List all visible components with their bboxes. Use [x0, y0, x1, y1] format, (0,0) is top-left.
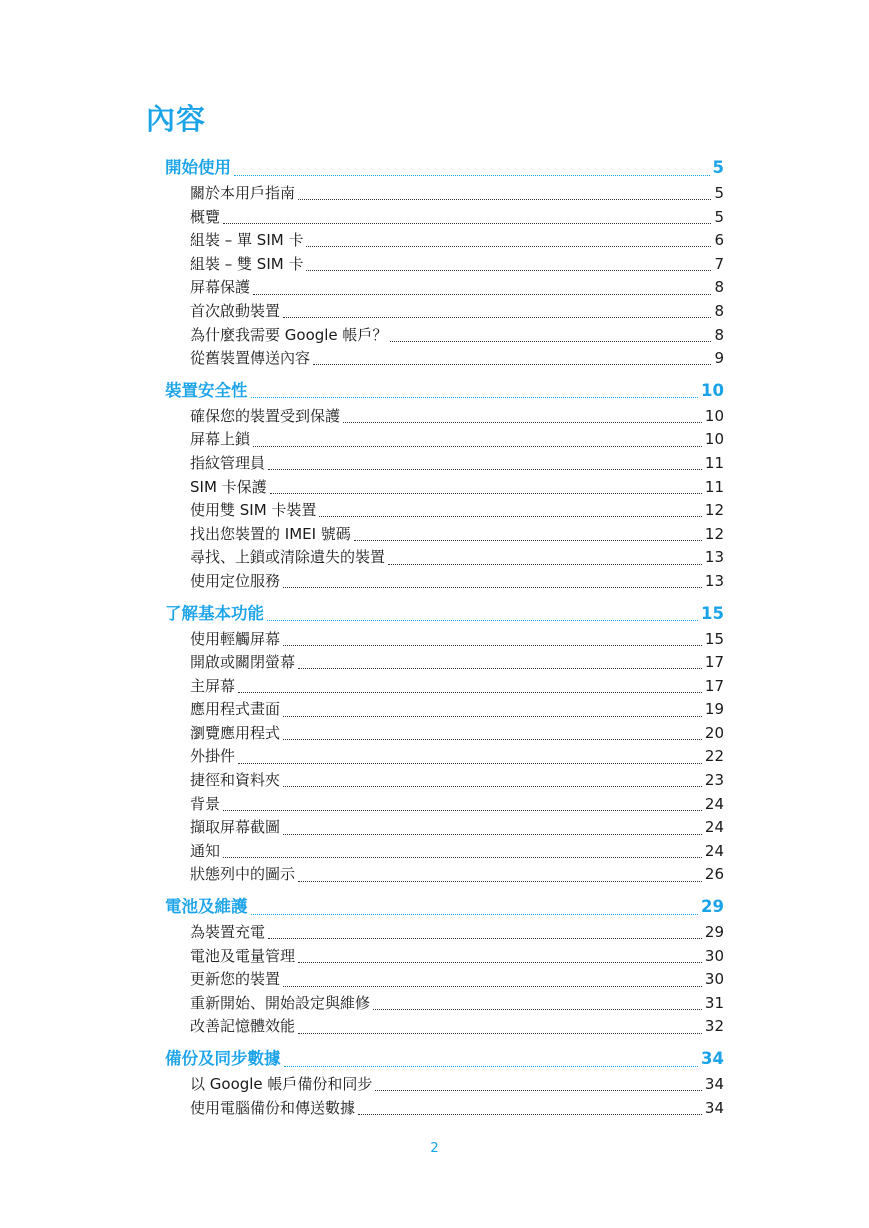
toc-entry-label: 背景 — [190, 794, 221, 813]
toc-entry-label: 改善記憶體效能 — [190, 1017, 296, 1036]
page-number: 2 — [430, 1141, 439, 1156]
dot-leader — [283, 739, 702, 740]
toc-entry[interactable] — [165, 182, 724, 206]
toc-entry-label: 以 Google 帳戶備份和同步 — [190, 1075, 373, 1093]
toc-entry[interactable] — [165, 945, 724, 969]
toc-entry[interactable] — [165, 324, 724, 348]
toc-entry-page-number: 10 — [704, 406, 724, 425]
toc-entry-label: 應用程式畫面 — [190, 700, 281, 719]
dot-leader — [319, 516, 701, 517]
toc-entry[interactable] — [165, 253, 724, 277]
toc-section-heading-page-number: 10 — [701, 380, 724, 400]
toc-entry-label: 外掛件 — [190, 747, 236, 766]
toc-section-heading-page-number: 5 — [712, 158, 724, 177]
dot-leader — [223, 810, 702, 811]
toc-entry[interactable] — [165, 628, 724, 652]
toc-entry-label: 為裝置充電 — [190, 923, 266, 942]
toc-entry[interactable] — [165, 745, 724, 769]
toc-entry-label: 狀態列中的圖示 — [190, 865, 296, 884]
toc-entry-page-number: 23 — [704, 771, 724, 790]
toc-entry-page-number: 30 — [704, 946, 724, 965]
dot-leader — [268, 938, 702, 939]
dot-leader — [298, 668, 702, 669]
toc-entry[interactable] — [165, 992, 724, 1016]
toc-entry-page-number: 12 — [704, 501, 724, 520]
dot-leader — [298, 199, 711, 200]
toc-entry-page-number: 8 — [714, 278, 724, 297]
dot-leader — [270, 493, 702, 494]
dot-leader — [375, 1090, 701, 1091]
dot-leader — [283, 317, 711, 318]
toc-section — [165, 600, 724, 888]
toc-section-heading-page-number: 34 — [701, 1049, 724, 1068]
dot-leader — [251, 397, 699, 398]
dot-leader — [298, 1033, 702, 1034]
dot-leader — [238, 763, 702, 764]
toc-section — [165, 893, 724, 1039]
toc-section — [165, 1045, 724, 1120]
toc-section-heading[interactable] — [165, 600, 724, 628]
toc-entry[interactable] — [165, 651, 724, 675]
toc-entry-label: SIM 卡保護 — [190, 477, 267, 496]
dot-leader — [343, 422, 702, 423]
dot-leader — [354, 540, 702, 541]
dot-leader — [268, 469, 702, 470]
toc-entry-label: 開啟或關閉螢幕 — [190, 653, 296, 672]
toc-entry-page-number: 15 — [704, 629, 724, 648]
dot-leader — [267, 620, 698, 621]
dot-leader — [223, 223, 711, 224]
toc-entry[interactable] — [165, 698, 724, 722]
toc-section-heading[interactable] — [165, 377, 724, 405]
toc-entry-page-number: 22 — [704, 747, 724, 766]
toc-entry-label: 擷取屏幕截圖 — [190, 818, 281, 837]
toc-entry-page-number: 13 — [704, 548, 724, 567]
toc-entry[interactable] — [165, 1015, 724, 1039]
toc-entry-page-number: 24 — [704, 818, 724, 837]
dot-leader — [223, 857, 702, 858]
toc-entry-label: 使用電腦備份和傳送數據 — [190, 1098, 356, 1117]
toc-entry-label: 使用輕觸屏幕 — [190, 629, 281, 648]
toc-entry[interactable] — [165, 863, 724, 887]
toc-entry[interactable] — [165, 769, 724, 793]
toc-entry[interactable] — [165, 1097, 724, 1121]
dot-leader — [306, 246, 711, 247]
toc-entry-label: 屏幕上鎖 — [190, 430, 251, 449]
toc-section-heading[interactable] — [165, 893, 724, 921]
toc-entry-label: 概覽 — [190, 207, 221, 226]
dot-leader — [373, 1009, 702, 1010]
toc-entry-label: 電池及電量管理 — [190, 946, 296, 965]
dot-leader — [298, 881, 702, 882]
dot-leader — [234, 175, 710, 176]
toc-entry[interactable] — [165, 206, 724, 230]
toc-entry[interactable] — [165, 405, 724, 429]
toc-entry-label: 捷徑和資料夾 — [190, 771, 281, 790]
toc-entry-page-number: 31 — [704, 993, 724, 1012]
toc-entry-label: 尋找、上鎖或清除遺失的裝置 — [190, 548, 386, 567]
toc-entry-page-number: 12 — [704, 524, 724, 543]
dot-leader — [283, 716, 702, 717]
toc-section — [165, 154, 724, 371]
toc-entry-page-number: 20 — [704, 723, 724, 742]
toc-entry-page-number: 8 — [714, 325, 724, 344]
toc-entry[interactable] — [165, 840, 724, 864]
toc-entry-page-number: 24 — [704, 794, 724, 813]
toc-entry[interactable] — [165, 276, 724, 300]
toc-entry-label: 屏幕保護 — [190, 278, 251, 297]
dot-leader — [390, 341, 711, 342]
toc-entry[interactable] — [165, 347, 724, 371]
dot-leader — [253, 446, 702, 447]
toc-entry[interactable] — [165, 476, 724, 500]
toc-entry-label: 確保您的裝置受到保護 — [190, 406, 341, 425]
toc-section-heading-label: 裝置安全性 — [165, 380, 248, 400]
toc-entry-page-number: 34 — [704, 1098, 724, 1117]
toc-entry[interactable] — [165, 300, 724, 324]
toc-entry-page-number: 7 — [714, 254, 724, 273]
toc-entry-label: 重新開始、開始設定與維修 — [190, 993, 371, 1012]
toc-entry-page-number: 10 — [704, 430, 724, 449]
dot-leader — [284, 1066, 699, 1067]
toc-entry[interactable] — [165, 793, 724, 817]
toc-entry-page-number: 6 — [714, 231, 724, 250]
toc-entry[interactable] — [165, 1073, 724, 1097]
dot-leader — [283, 834, 702, 835]
toc-entry-label: 組裝 – 單 SIM 卡 — [190, 231, 304, 250]
toc-entry-page-number: 5 — [714, 184, 724, 202]
toc-entry-page-number: 34 — [704, 1075, 724, 1093]
page-title: 內容 — [146, 102, 207, 137]
toc-entry[interactable] — [165, 722, 724, 746]
toc-entry-page-number: 24 — [704, 841, 724, 860]
toc-entry[interactable] — [165, 546, 724, 570]
toc-entry-page-number: 11 — [704, 477, 724, 496]
toc-entry-page-number: 11 — [704, 453, 724, 472]
toc-section-heading-label: 電池及維護 — [165, 897, 248, 917]
toc-entry-page-number: 13 — [704, 571, 724, 590]
toc-entry-label: 主屏幕 — [190, 676, 236, 695]
dot-leader — [306, 270, 711, 271]
toc-entry-label: 通知 — [190, 841, 221, 860]
toc-entry-label: 首次啟動裝置 — [190, 301, 281, 320]
dot-leader — [283, 587, 702, 588]
toc-entry[interactable] — [165, 428, 724, 452]
toc-section-heading-label: 備份及同步數據 — [165, 1049, 281, 1068]
toc-entry-page-number: 30 — [704, 970, 724, 989]
toc-entry-label: 關於本用戶指南 — [190, 184, 296, 202]
toc-entry[interactable] — [165, 452, 724, 476]
toc-section-heading-label: 開始使用 — [165, 158, 231, 177]
toc-entry-label: 為什麼我需要 Google 帳戶？ — [190, 325, 388, 344]
toc-entry-label: 指紋管理員 — [190, 453, 266, 472]
toc-section-heading[interactable] — [165, 154, 724, 182]
dot-leader — [358, 1114, 702, 1115]
dot-leader — [283, 986, 702, 987]
toc-entry[interactable] — [165, 523, 724, 547]
toc-entry-page-number: 32 — [704, 1017, 724, 1036]
dot-leader — [313, 364, 711, 365]
toc-entry-page-number: 19 — [704, 700, 724, 719]
toc-entry-label: 找出您裝置的 IMEI 號碼 — [190, 524, 351, 543]
toc-entry-page-number: 17 — [704, 676, 724, 695]
toc-entry-page-number: 17 — [704, 653, 724, 672]
toc-section-heading-page-number: 29 — [701, 897, 724, 917]
toc-entry-label: 使用雙 SIM 卡裝置 — [190, 501, 317, 520]
toc-entry[interactable] — [165, 499, 724, 523]
toc-entry[interactable] — [165, 921, 724, 945]
toc-section-heading-label: 了解基本功能 — [165, 603, 264, 623]
toc-entry-label: 瀏覽應用程式 — [190, 723, 281, 742]
toc-entry-page-number: 9 — [714, 349, 724, 368]
toc-entry-label: 從舊裝置傳送內容 — [190, 349, 311, 368]
dot-leader — [253, 294, 711, 295]
toc-section-heading-page-number: 15 — [701, 603, 724, 623]
toc-entry-label: 組裝 – 雙 SIM 卡 — [190, 254, 304, 273]
dot-leader — [238, 692, 702, 693]
toc-entry[interactable] — [165, 229, 724, 253]
toc-entry-page-number: 29 — [704, 923, 724, 942]
toc-entry-page-number: 8 — [714, 301, 724, 320]
toc-entry-label: 更新您的裝置 — [190, 970, 281, 989]
toc-section — [165, 377, 724, 594]
dot-leader — [283, 786, 702, 787]
toc-entry-page-number: 26 — [704, 865, 724, 884]
toc-entry-page-number: 5 — [714, 207, 724, 226]
toc-entry-label: 使用定位服務 — [190, 571, 281, 590]
dot-leader — [283, 645, 702, 646]
toc-entry[interactable] — [165, 570, 724, 594]
dot-leader — [388, 564, 702, 565]
toc-entry[interactable] — [165, 675, 724, 699]
table-of-contents — [165, 154, 724, 1126]
toc-entry[interactable] — [165, 816, 724, 840]
dot-leader — [298, 962, 702, 963]
toc-section-heading[interactable] — [165, 1045, 724, 1073]
dot-leader — [251, 914, 699, 915]
toc-entry[interactable] — [165, 968, 724, 992]
